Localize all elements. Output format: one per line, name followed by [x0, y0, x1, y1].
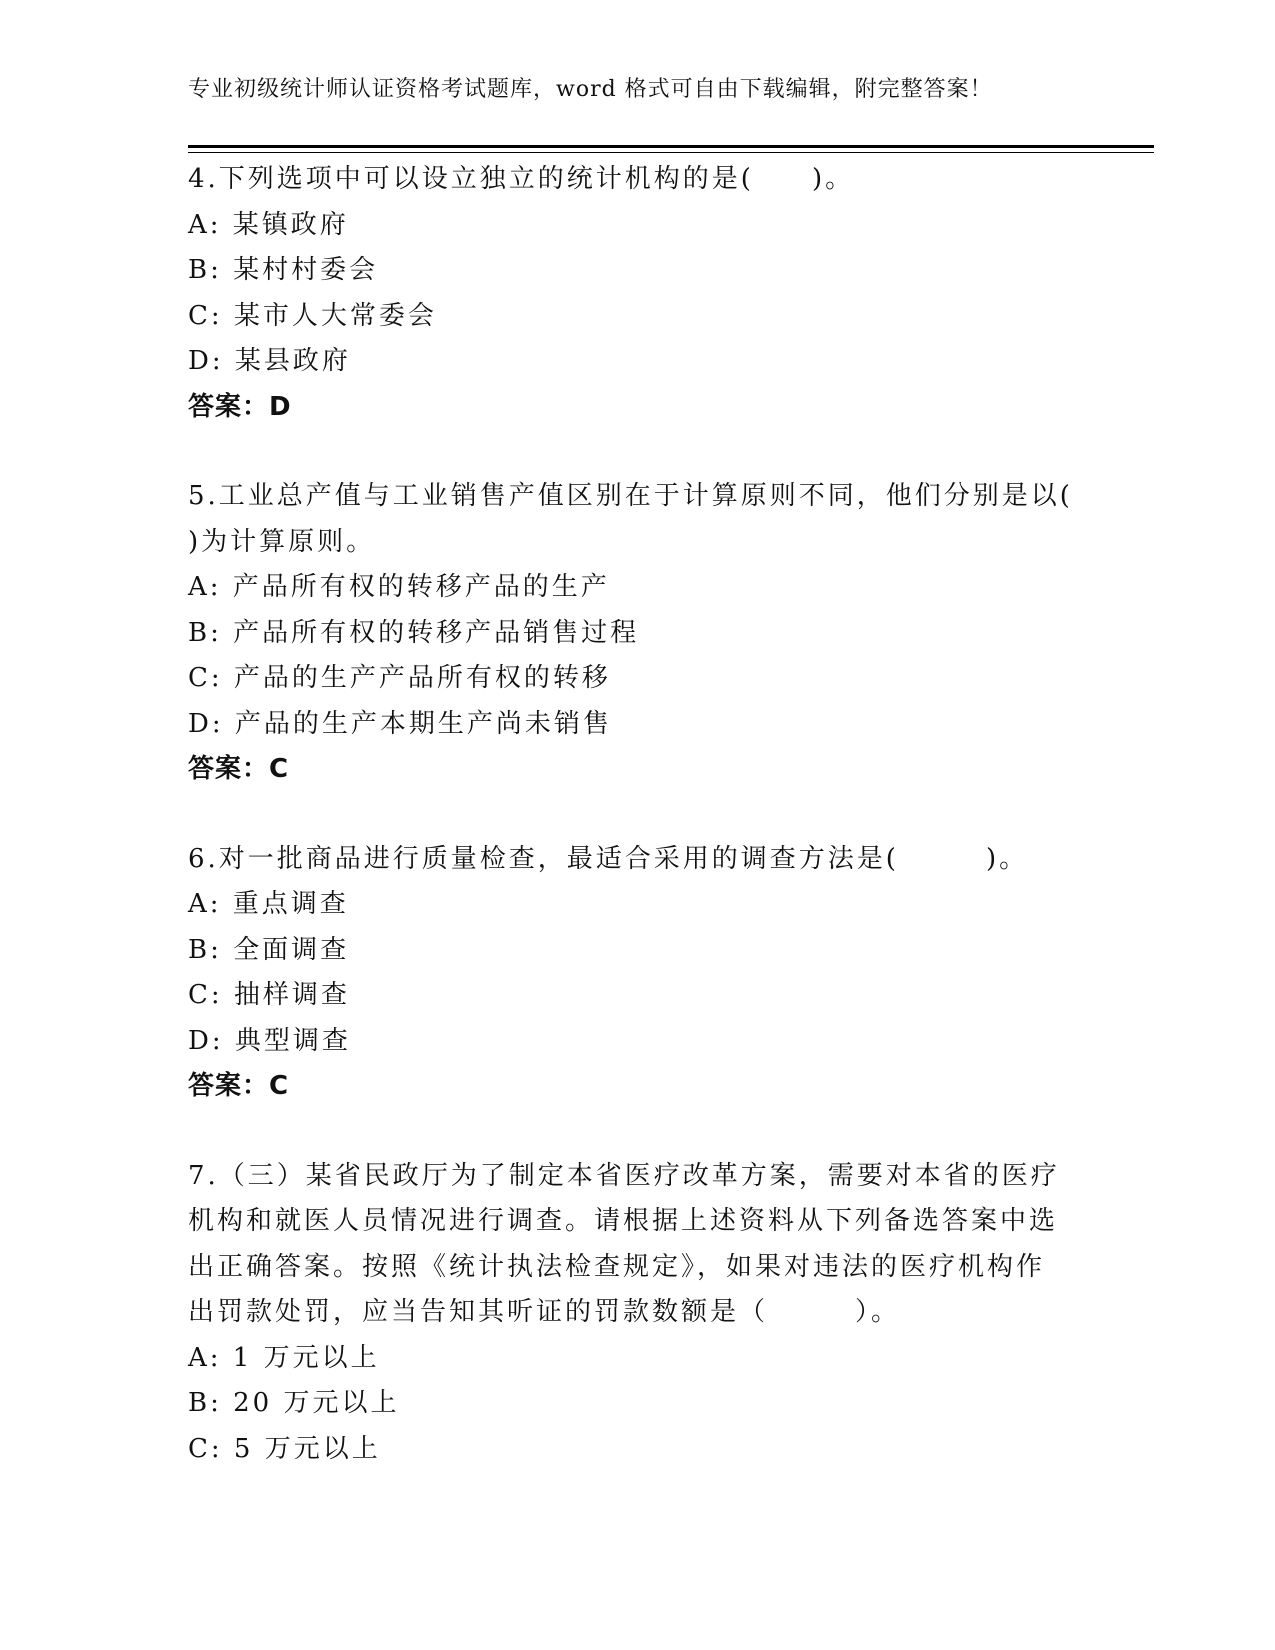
option-a: A: 重点调查	[188, 889, 349, 919]
option-c: C: 产品的生产产品所有权的转移	[188, 663, 611, 693]
option-d: D: 典型调查	[188, 1025, 351, 1056]
option-c: C: 某市人大常委会	[188, 300, 437, 331]
option-b: B: 产品所有权的转移产品销售过程	[188, 617, 640, 648]
option-a: A: 产品所有权的转移产品的生产	[188, 572, 610, 602]
answer: 答案：D	[188, 391, 292, 422]
question-stem: 4.下列选项中可以设立独立的统计机构的是( )。	[188, 164, 855, 194]
question-stem: 7.（三）某省民政厅为了制定本省医疗改革方案，需要对本省的医疗	[188, 1160, 1060, 1191]
option-b: B: 20 万元以上	[188, 1388, 400, 1418]
option-c: C: 抽样调查	[188, 980, 350, 1010]
question-stem: 出罚款处罚，应当告知其听证的罚款数额是（ ）。	[188, 1297, 901, 1327]
question-5	[188, 474, 1088, 793]
option-d: D: 某县政府	[188, 346, 351, 376]
question-stem: )为计算原则。	[188, 526, 376, 557]
questions-list	[188, 157, 1088, 1516]
question-7	[188, 1154, 1088, 1473]
question-stem: 6.对一批商品进行质量检查，最适合采用的调查方法是( )。	[188, 843, 1029, 874]
option-a: A: 1 万元以上	[188, 1342, 380, 1373]
option-b: B: 某村村委会	[188, 255, 379, 285]
question-stem: 5.工业总产值与工业销售产值区别在于计算原则不同，他们分别是以(	[188, 481, 1073, 511]
option-b: B: 全面调查	[188, 934, 350, 965]
question-stem: 出正确答案。按照《统计执法检查规定》，如果对违法的医疗机构作	[188, 1251, 1046, 1282]
option-a: A: 某镇政府	[188, 209, 349, 240]
option-d: D: 产品的生产本期生产尚未销售	[188, 708, 612, 739]
answer: 答案：C	[188, 754, 290, 784]
header-rule-thick	[188, 145, 1154, 148]
option-c: C: 5 万元以上	[188, 1433, 381, 1464]
header-rule-thin	[188, 152, 1154, 153]
question-6	[188, 837, 1088, 1110]
question-stem: 机构和就医人员情况进行调查。请根据上述资料从下列备选答案中选	[188, 1206, 1059, 1236]
answer: 答案：C	[188, 1071, 290, 1101]
document-header: 专业初级统计师认证资格考试题库，word 格式可自由下载编辑，附完整答案！	[188, 77, 993, 102]
question-4	[188, 157, 1088, 430]
